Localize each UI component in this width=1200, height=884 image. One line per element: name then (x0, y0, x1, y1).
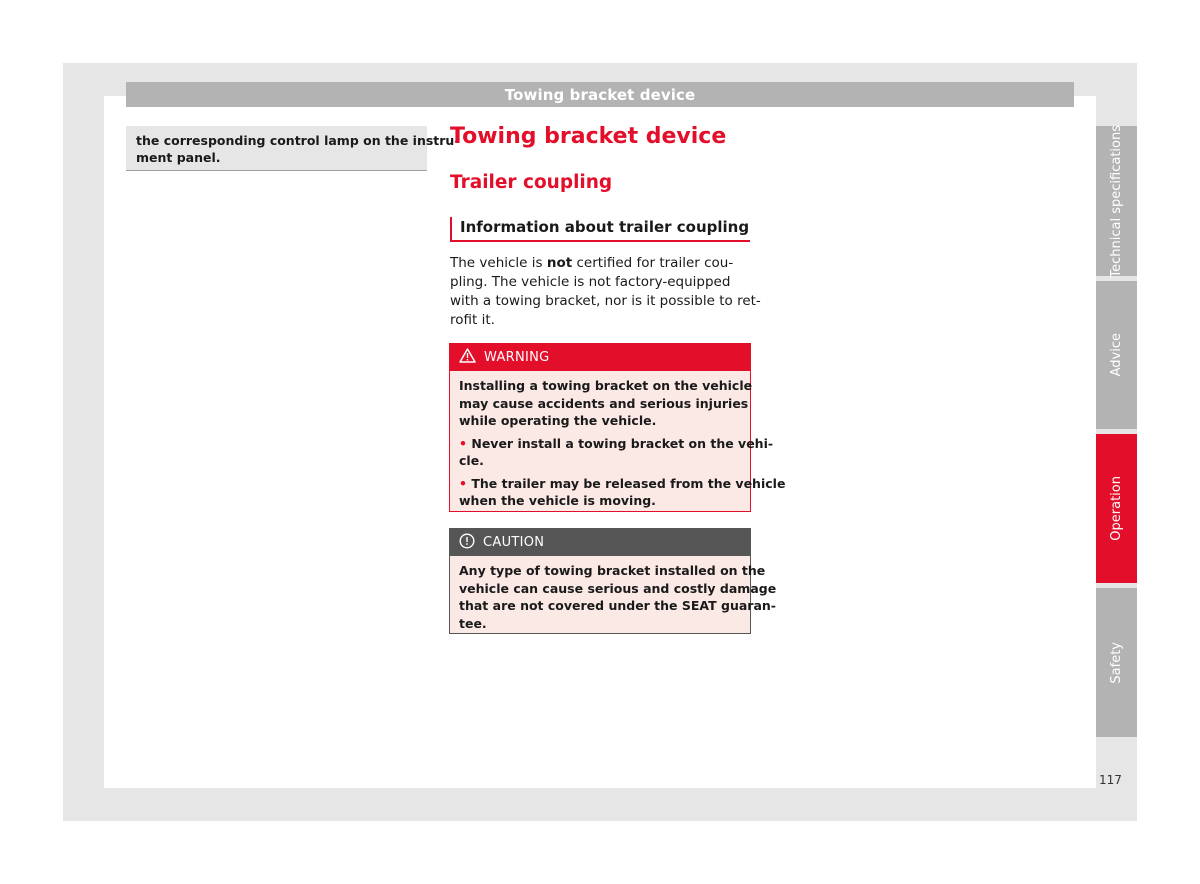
bullet-icon: • (459, 475, 467, 491)
intro-paragraph (450, 254, 761, 330)
page-number: 117 (1099, 773, 1122, 787)
tab-operation[interactable]: Operation (1096, 434, 1137, 583)
intro-line: with a towing bracket, nor is it possible to ret- (450, 293, 761, 309)
subsection-title: Information about trailer coupling (450, 217, 750, 242)
warning-header (450, 344, 750, 371)
tab-safety[interactable]: Safety (1096, 588, 1137, 737)
warning-body (450, 371, 786, 510)
intro-line: The vehicle is not certified for trailer cou- (450, 255, 734, 271)
caution-body: Any type of towing bracket installed on the vehicle can cause serious and costly damage that are not covered under the SEAT guaran- tee. (459, 563, 777, 631)
bullet-icon: • (459, 435, 467, 451)
warning-bullet: • The trailer may be released from the vehicle when the vehicle is moving. (459, 475, 786, 508)
caution-header (450, 529, 750, 556)
emphasis-not: not (546, 255, 573, 271)
section-title: Trailer coupling (450, 172, 613, 193)
warning-intro: Installing a towing bracket on the vehicle may cause accidents and serious injuries while operating the vehicle. (459, 378, 753, 428)
intro-line: pling. The vehicle is not factory-equipped (450, 274, 731, 290)
running-header-title: Towing bracket device (504, 85, 696, 104)
tab-technical-specifications[interactable]: Technical specifications (1096, 126, 1137, 276)
continuation-line: the corresponding control lamp on the instru- (136, 133, 460, 148)
warning-box (449, 343, 786, 512)
chapter-title: Towing bracket device (450, 124, 727, 149)
intro-line: rofit it. (450, 312, 495, 328)
continuation-line: ment panel. (136, 150, 221, 165)
warning-triangle-icon (459, 348, 476, 367)
exclamation-circle-icon (459, 533, 475, 553)
tab-advice[interactable]: Advice (1096, 281, 1137, 429)
caution-box (449, 528, 777, 634)
continuation-note (126, 126, 460, 171)
running-header (126, 82, 1074, 107)
warning-bullet: • Never install a towing bracket on the vehi- cle. (459, 435, 774, 468)
warning-label: WARNING (484, 350, 550, 365)
caution-label: CAUTION (483, 535, 545, 550)
